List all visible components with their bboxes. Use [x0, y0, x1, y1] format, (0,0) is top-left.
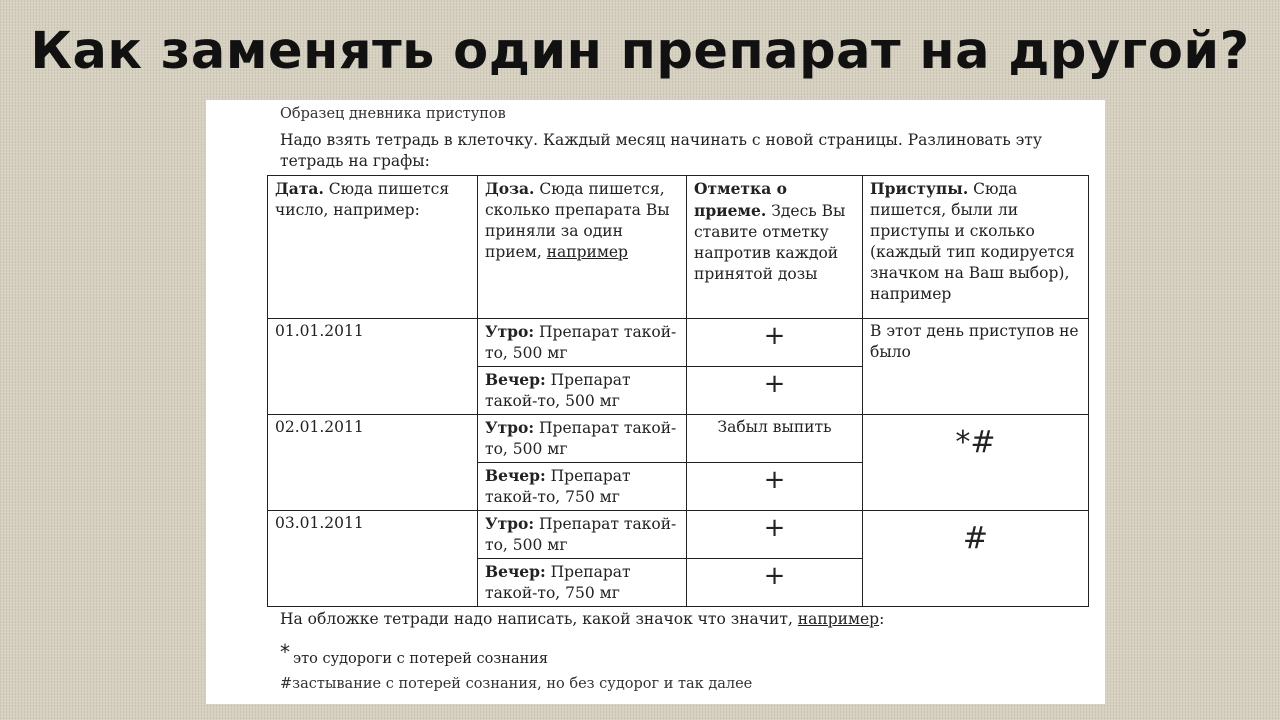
cover-note: На обложке тетради надо написать, какой значок что значит, например:: [280, 610, 885, 628]
legend-item: * это судороги с потерей сознания: [280, 640, 549, 667]
intake-mark: +: [687, 319, 863, 367]
seizures-cell: В этот день приступов не было: [863, 319, 1089, 415]
seizure-symbol: *#: [955, 425, 996, 460]
document-instructions: Надо взять тетрадь в клеточку. Каждый месяц начинать с новой страницы. Разлиновать эту тетрадь на графы:: [280, 131, 1042, 170]
legend-item: #застывание с потерей сознания, но без судорог и так далее: [280, 676, 753, 692]
intake-mark: +: [687, 367, 863, 415]
seizure-diary-table: [267, 175, 1089, 607]
table-row: [268, 511, 1089, 559]
dose-cell: Вечер: Препарат такой-то, 750 мг: [478, 559, 687, 607]
header-intake: Отметка о приеме. Здесь Вы ставите отметку напротив каждой принятой дозы: [687, 176, 863, 319]
dose-cell: Вечер: Препарат такой-то, 500 мг: [478, 367, 687, 415]
table-header-row: [268, 176, 1089, 319]
header-seizures: Приступы. Сюда пишется, были ли приступы и сколько (каждый тип кодируется значком на Ваш выбор), например: [863, 176, 1089, 319]
table-row: [268, 415, 1089, 463]
slide-title: Как заменять один препарат на другой?: [30, 22, 1250, 81]
document-page: [206, 100, 1105, 704]
date-cell: 03.01.2011: [268, 511, 478, 607]
table-row: [268, 319, 1089, 367]
date-cell: 02.01.2011: [268, 415, 478, 511]
seizures-cell: [863, 511, 1089, 607]
intake-mark: Забыл выпить: [687, 415, 863, 463]
date-cell: 01.01.2011: [268, 319, 478, 415]
seizure-symbol: #: [962, 521, 989, 556]
asterisk-symbol: *: [280, 640, 290, 664]
hash-symbol: #: [280, 676, 293, 692]
dose-cell: Утро: Препарат такой-то, 500 мг: [478, 415, 687, 463]
seizures-cell: [863, 415, 1089, 511]
header-dose: Доза. Сюда пишется, сколько препарата Вы приняли за один прием, например: [478, 176, 687, 319]
dose-cell: Утро: Препарат такой-то, 500 мг: [478, 319, 687, 367]
dose-cell: Утро: Препарат такой-то, 500 мг: [478, 511, 687, 559]
intake-mark: +: [687, 463, 863, 511]
intake-mark: +: [687, 511, 863, 559]
intake-mark: +: [687, 559, 863, 607]
dose-cell: Вечер: Препарат такой-то, 750 мг: [478, 463, 687, 511]
header-date: Дата. Сюда пишется число, например:: [268, 176, 478, 319]
document-title: Образец дневника приступов: [280, 106, 506, 122]
